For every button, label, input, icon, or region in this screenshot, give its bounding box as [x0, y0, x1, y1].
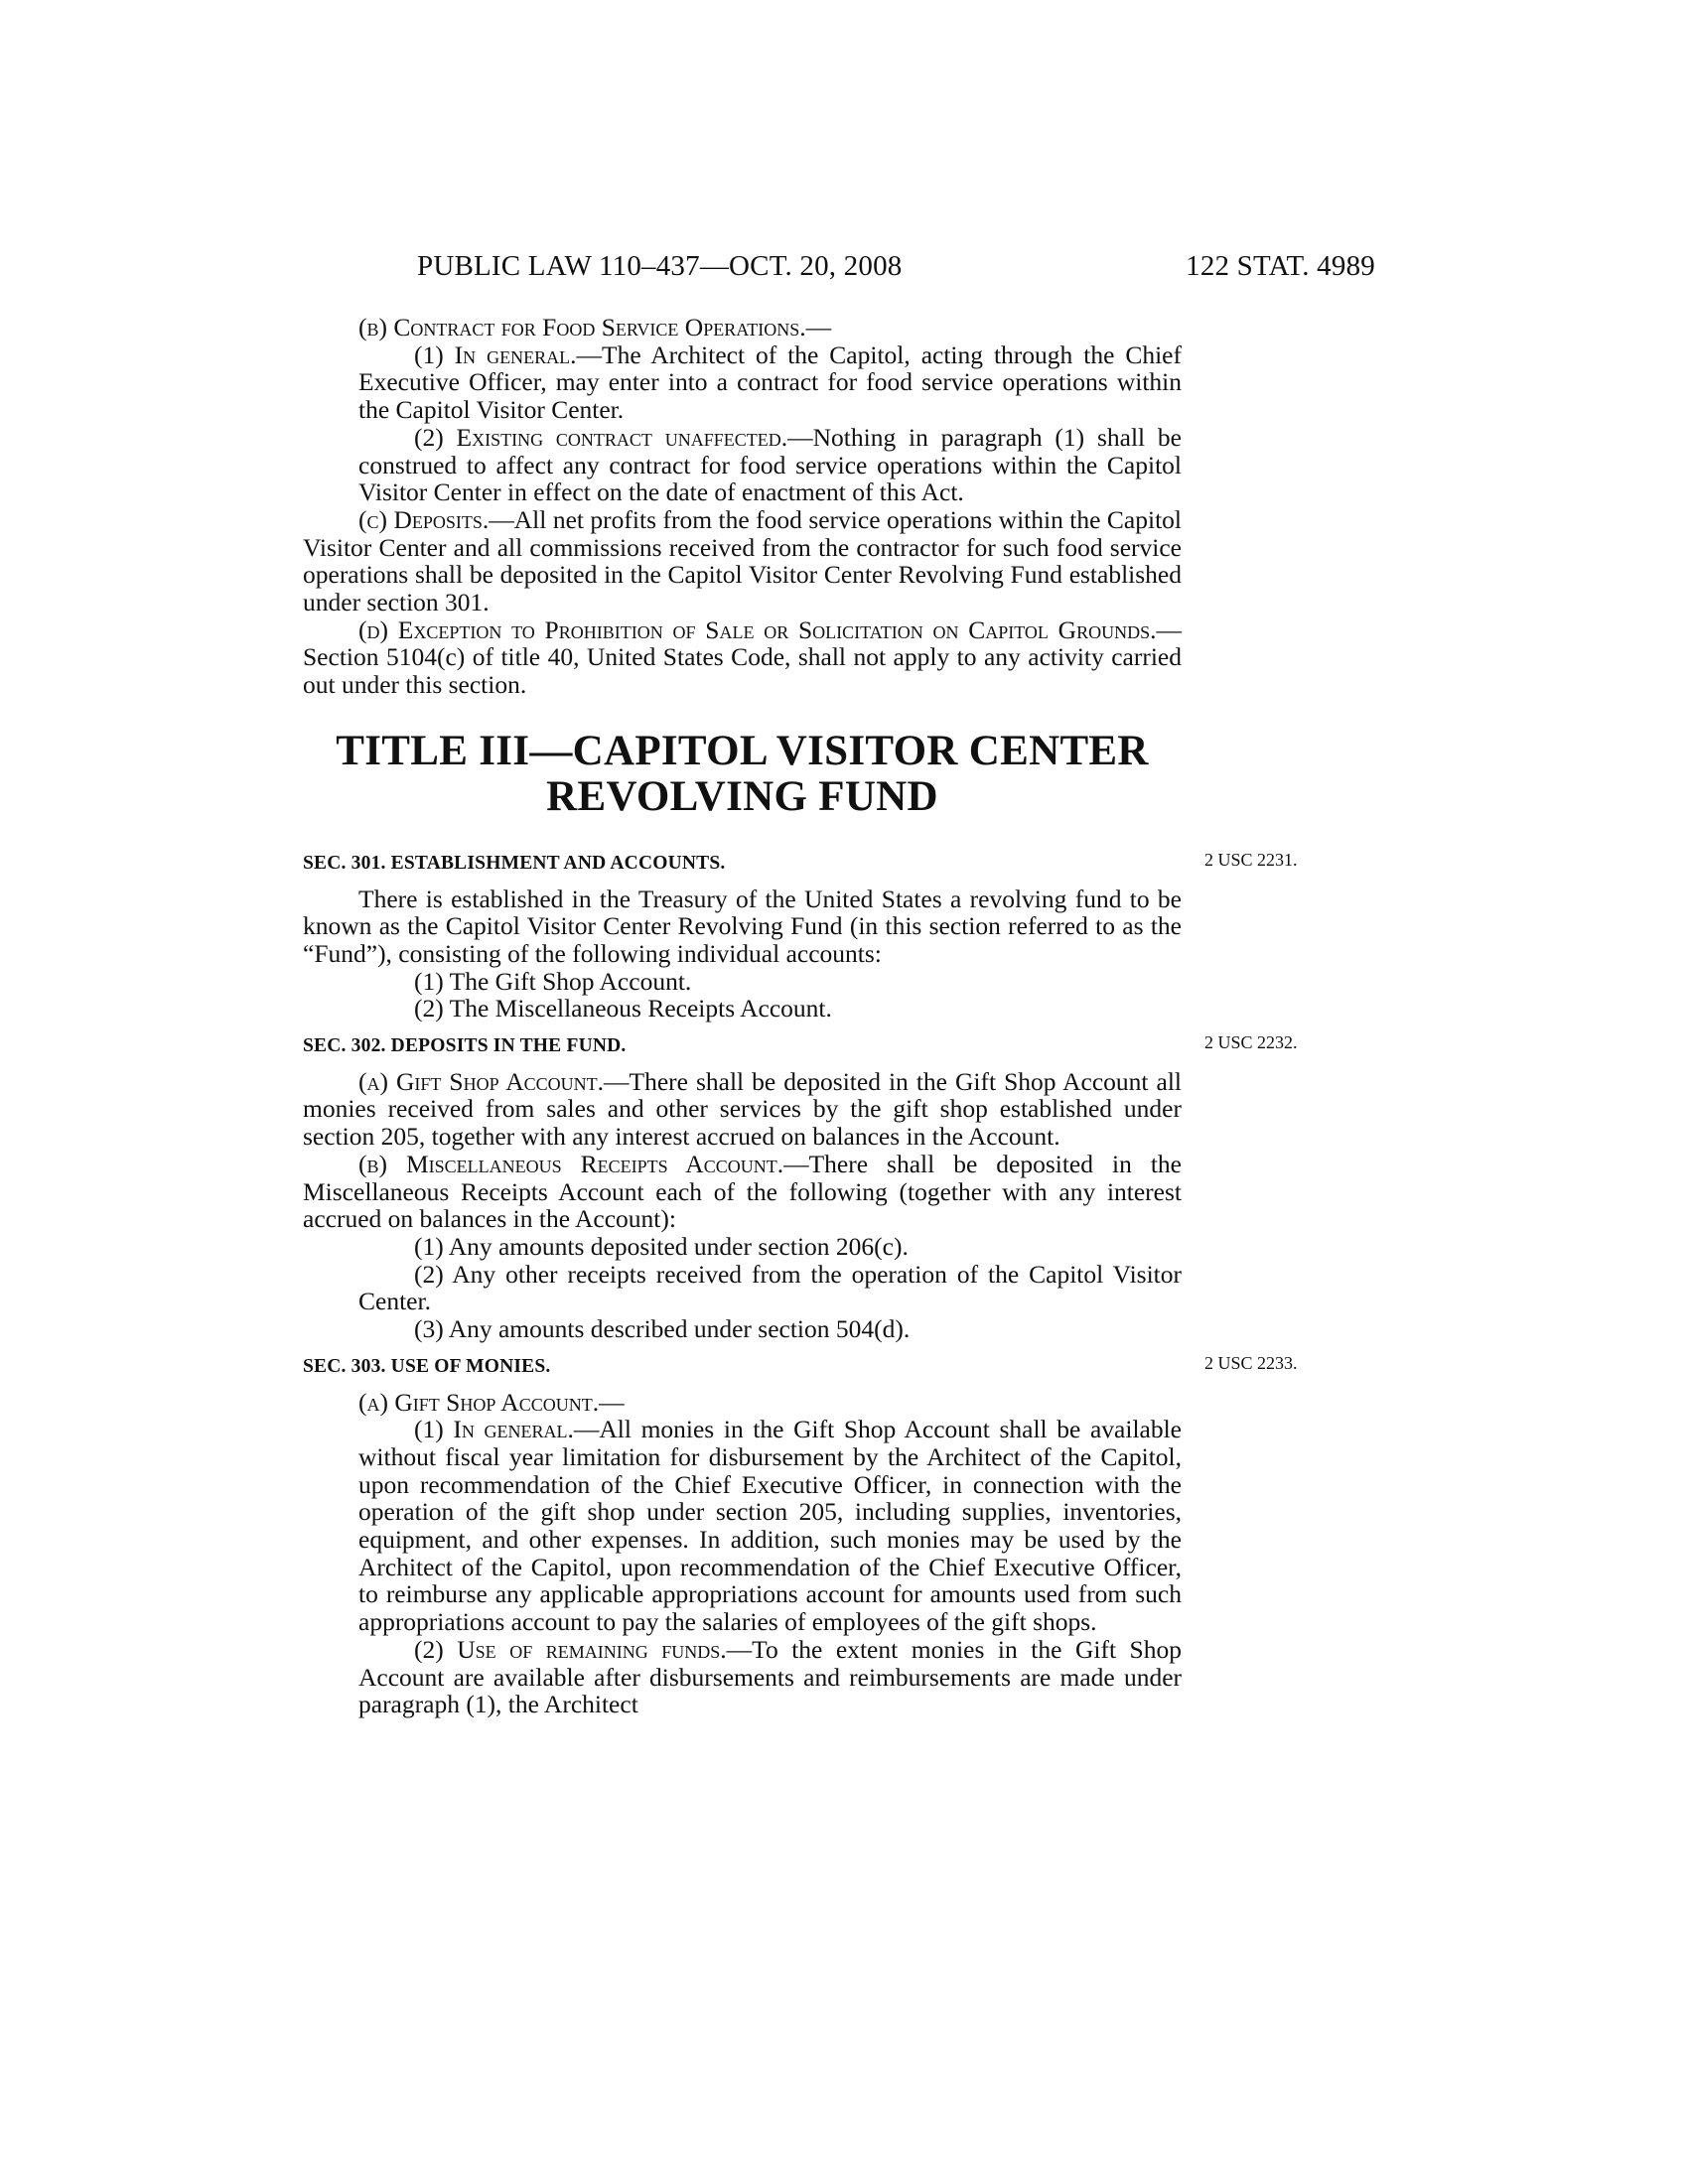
subsection-d: [303, 616, 1182, 699]
section-303-a1-text: —All monies in the Gift Shop Account shall be available without fiscal year limitation for disbursement by the Architect of the Capitol, upon recommendation of the Chief Executive Officer, in connection with the operation of the gift shop under section 205, including supplies, inventories, equipment, and other expenses. In addition, such monies may be used by the Architect of the Capitol, upon recommendation of the Chief Executive Officer, to reimburse any applicable appropriations account for amounts used from such appropriations account to pay the salaries of employees of the gift shops.: [358, 1415, 1182, 1637]
subsection-d-label: (d) Exception to Prohibition of Sale or Solicitation on Capitol Grounds.: [358, 614, 1157, 644]
section-301-item-1: (1) The Gift Shop Account.: [414, 966, 692, 996]
section-302-item-1: (1) Any amounts deposited under section 206(c).: [414, 1231, 909, 1261]
statute-page-number: 122 STAT. 4989: [1186, 250, 1375, 282]
paragraph-b2-text: —Nothing in paragraph (1) shall be construed to affect any contract for food service operations within the Capitol Visitor Center in effect on the date of enactment of this Act.: [358, 422, 1182, 507]
section-301-heading: SEC. 301. ESTABLISHMENT AND ACCOUNTS.: [303, 852, 726, 874]
paragraph-b1-text: —The Architect of the Capitol, acting through the Chief Executive Officer, may enter into a contract for food service operations within the Capitol Visitor Center.: [358, 340, 1182, 425]
section-302-item-2: (2) Any other receipts received from the operation of the Capitol Visitor Center.: [358, 1259, 1182, 1316]
section-303-a2-text: —To the extent monies in the Gift Shop Account are available after disbursements and reimbursements are made under paragraph (1), the Architect: [358, 1634, 1182, 1719]
paragraph-b2-label: (2) Existing contract unaffected.: [414, 422, 788, 452]
section-303-paragraph-a1: [303, 1416, 1182, 1636]
margin-note-usc-2232: 2 USC 2232.: [1204, 1032, 1298, 1053]
section-302-subsection-b: [303, 1151, 1182, 1233]
section-302-b-label: (b) Miscellaneous Receipts Account.: [358, 1149, 784, 1178]
subsection-d-text: —Section 5104(c) of title 40, United States Code, shall not apply to any activity carried out under this section.: [303, 614, 1182, 700]
section-303-paragraph-a2: [303, 1636, 1182, 1718]
section-303-heading: SEC. 303. USE OF MONIES.: [303, 1355, 551, 1377]
paragraph-b1-label: (1) In general.: [414, 340, 577, 369]
margin-note-usc-2233: 2 USC 2233.: [1204, 1352, 1298, 1373]
section-302-item-3: (3) Any amounts described under section 504(d).: [414, 1314, 911, 1344]
section-302-subsection-a: [303, 1068, 1182, 1151]
section-302-a-label: (a) Gift Shop Account.: [358, 1066, 605, 1096]
title-line-1: TITLE III—CAPITOL VISITOR CENTER: [336, 727, 1149, 774]
document-body: [303, 314, 1182, 1718]
title-heading: [303, 729, 1182, 820]
page-header: [303, 250, 1375, 294]
paragraph-b1: [303, 341, 1182, 424]
subsection-b-heading: (b) Contract for Food Service Operations.—: [358, 313, 832, 341]
subsection-c: [303, 506, 1182, 616]
section-302-heading: SEC. 302. DEPOSITS IN THE FUND.: [303, 1035, 627, 1057]
subsection-c-label: (c) Deposits.: [358, 504, 490, 534]
section-301-text: There is established in the Treasury of the United States a revolving fund to be known as the Capitol Visitor Center Revolving Fund (in this section referred to as the “Fund”), consisting of the following individual accounts:: [303, 884, 1182, 968]
paragraph-b2: [303, 424, 1182, 506]
section-302-b-text: —There shall be deposited in the Miscellaneous Receipts Account each of the following (together with any interest accrued on balances in the Account):: [303, 1149, 1182, 1234]
section-303-a2-label: (2) Use of remaining funds.: [414, 1634, 727, 1664]
section-302-a-text: —There shall be deposited in the Gift Shop Account all monies received from sales and other services by the gift shop established under section 205, together with any interest accrued on balances in the Account.: [303, 1066, 1182, 1152]
section-303-subsection-a-heading: (a) Gift Shop Account.—: [358, 1387, 625, 1417]
section-303-a1-label: (1) In general.: [414, 1415, 574, 1444]
public-law-citation: PUBLIC LAW 110–437—OCT. 20, 2008: [417, 250, 903, 282]
section-301-item-2: (2) The Miscellaneous Receipts Account.: [414, 994, 832, 1024]
margin-note-usc-2231: 2 USC 2231.: [1204, 849, 1298, 870]
title-line-2: REVOLVING FUND: [546, 772, 938, 820]
subsection-c-text: —All net profits from the food service operations within the Capitol Visitor Center and all commissions received from the contractor for such food service operations shall be deposited in the Capitol Visitor Center Revolving Fund established under section 301.: [303, 504, 1183, 617]
